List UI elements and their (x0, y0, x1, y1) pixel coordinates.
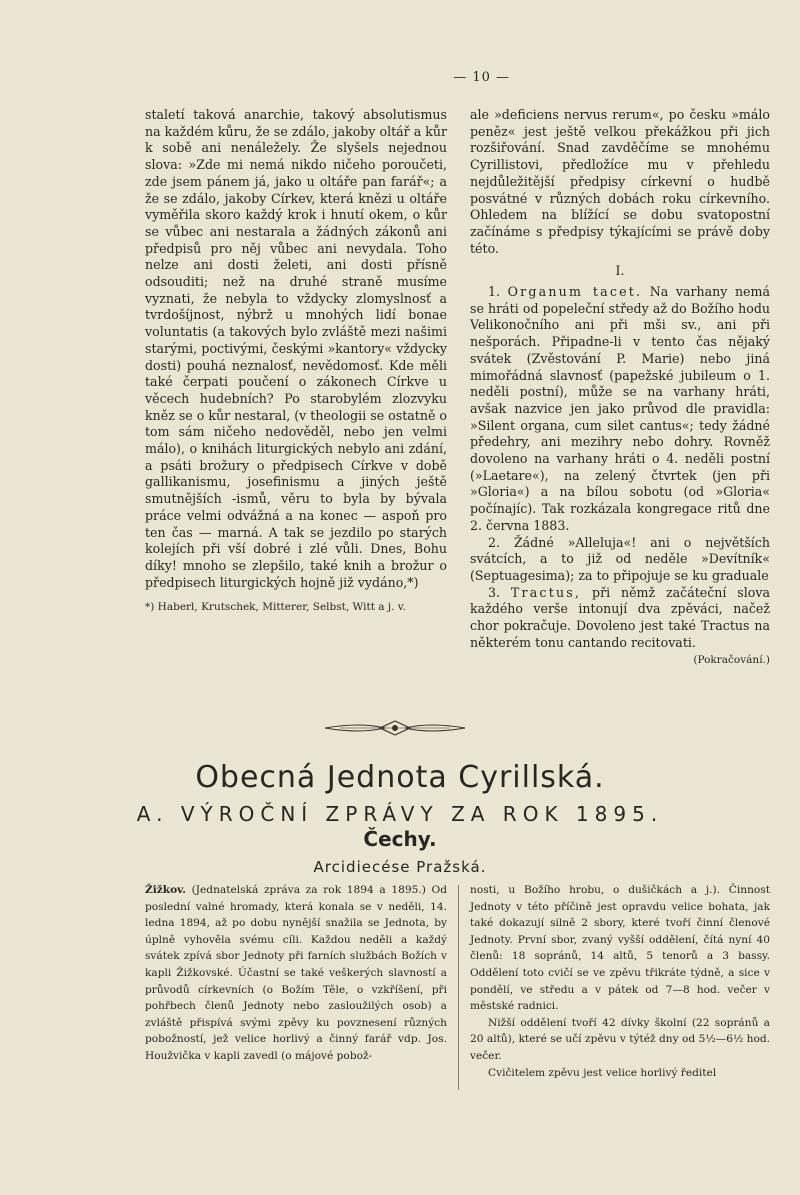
right-column-intro: ale »deficiens nervus rerum«, po česku »málo peněz« jest ještě velkou překážkou při jich rozšiřování. Snad zavděčíme se mnohému Cyrillistovi, předložíce mu v přehledu nejdůležitější předpisy církevní o hudbě posvátné v různých dobách roku církevního. Ohledem na blížící se dobu svatopostní začínáme s předpisy týkajícími se právě doby této. (470, 107, 770, 256)
report-paragraph: nosti, u Božího hrobu, o dušičkách a j.). Činnost Jednoty v této příčině jest opravdu velice bohata, jak také dokazují silně 2 sbory, které tvoří činní členové Jednoty. První sbor, zvaný vyšší oddělení, čítá nyní 40 členů: 18 sopránů, 14 altů, 5 tenorů a 3 bassy. Oddělení toto cvičí se ve zpěvu třikráte týdně, a sice v pondělí, ve středu a v pátek od 7—8 hod. večer v městské radnici. (470, 884, 770, 1013)
section-subtitle: A. VÝROČNÍ ZPRÁVY ZA ROK 1895. (136, 802, 664, 826)
column-divider (458, 885, 459, 1090)
diocese-heading: Arcidiecése Pražská. (313, 858, 487, 876)
item-text: při němž začáteční slova každého verše intonují dva zpěváci, načež chor pokračuje. Dovoleno jest také Tractus na některém tonu cantando recitovati. (470, 584, 770, 650)
rule-alleluja: 2. Žádné »Alleluja«! ani o největších svátcích, a to již od neděle »Devítník« (Septuagesima); za to připojuje se ku graduale (470, 534, 770, 583)
divider-ornament (320, 718, 470, 738)
report-paragraph: Cvičitelem zpěvu jest velice horlivý ředitel (488, 1066, 717, 1079)
report-left-column (145, 882, 447, 1065)
left-column (145, 107, 447, 615)
section-numeral: I. (615, 263, 625, 279)
item-number: 1. (488, 284, 501, 300)
item-heading: Tractus, (510, 584, 582, 600)
right-column (470, 107, 770, 668)
section-title: Obecná Jednota Cyrillská. (195, 760, 605, 795)
rule-tractus (470, 584, 770, 666)
report-place: Žižkov. (145, 884, 186, 896)
report-text: (Jednatelská zpráva za rok 1894 a 1895.) Od poslední valné hromady, která konala se v neděli, 14. ledna 1894, až po dobu nynější snažila se Jednota, by úplně vyhověla svému cíli. Každou neděli a každý svátek zpívá sbor Jednoty při farních službách Božích v kapli Žižkovské. Účastní se také veškerých slavností a průvodů církevních (o Božím Těle, o vzkříšení, při pohřbech členů Jednoty nebo zasloužilých osob) a zvláště přispívá svými zpěvy ku povznesení různých pobožností, jež velice horlivý a činný farář vdp. Jos. Houžvička v kapli zavedl (o májové pobož- (145, 884, 447, 1062)
item-heading: Organum tacet. (507, 284, 643, 300)
report-paragraph (145, 882, 447, 1065)
page-number: — 10 — (453, 70, 510, 85)
item-text: Na varhany nemá se hráti od popeleční středy až do Božího hodu Velikonočního ani při mši sv., ani při nešporách. Připadne-li v tento čas nějaký svátek (Zvěstování P. Marie) nebo jiná mimořádná slavnosť (papežské jubileum o 1. neděli postní), může se na varhany hráti, avšak nazvice jen jako průvod dle pravidla: »Silent organa, cum silet cantus«; tedy žádné předehry, ani mezihry nebo dohry. Rovněž dovoleno na varhany hráti o 4. neděli postní (»Laetare«), na zelený čtvrtek (jen při »Gloria«) a na bílou sobotu (od »Gloria« počínajíc). Tak rozkázala kongregace ritů dne 2. června 1883. (470, 284, 770, 533)
item-number: 3. (488, 584, 501, 600)
left-column-paragraph: staletí taková anarchie, takový absolutismus na každém kůru, že se zdálo, jakoby oltář a kůr k sobě ani nenáležely. Že slyšels nejednou slova: »Zde mi nemá nikdo ničeho poroučeti, zde jsem pánem já, jako u oltáře pan farář«; a že se zdálo, jakoby Církev, která knězi u oltáře vyměřila skoro každý krok i hnutí okem, o kůr se vůbec ani nestarala a žádných zákonů ani předpisů pro něj vůbec ani nevydala. Toho nelze ani dosti želeti, ani dosti přísně odsouditi; než na druhé straně musíme vyznati, že nebyla to vždycky zlomyslnosť a tvrdošíjnost, nýbrž u mnohých lidí bonae voluntatis (a takových bylo zvláště mezi našimi starými, poctivými, českými »kantory« vždycky dosti) pouhá neznalosť, nevědomosť. Kde měli také čerpati poučení o zákonech Církve u věcech hudebních? Po starobylém zlozvyku kněz se o kůr nestaral, (v theologii se ostatně o tom sám ničeho nedověděl, nebo jen velmi málo), o knihách liturgických nebylo ani zdání, a psáti brožury o předpisech Církve v době gallikanismu, josefinismu a jiných ještě smutnějších -ismů, věru to byla by bývala práce velmi odvážná a na konec — aspoň pro ten čas — marná. A tak se jezdilo po starých kolejích při vší dobré i zlé vůli. Dnes, Bohu díky! mnoho se zlepšilo, také knih a brožur o předpisech liturgických hojně již vydáno,*) (145, 107, 447, 590)
report-paragraph: Nižší oddělení tvoří 42 dívky školní (22 sopránů a 20 altů), které se učí zpěvu v týtéž dny od 5½—6½ hod. večer. (470, 1016, 770, 1062)
rule-organum-tacet (470, 284, 770, 535)
footnote: *) Haberl, Krutschek, Mitterer, Selbst, Witt a j. v. (145, 601, 406, 614)
report-right-column (470, 882, 770, 1081)
continued-note: (Pokračování.) (693, 653, 770, 666)
region-heading: Čechy. (363, 827, 437, 851)
